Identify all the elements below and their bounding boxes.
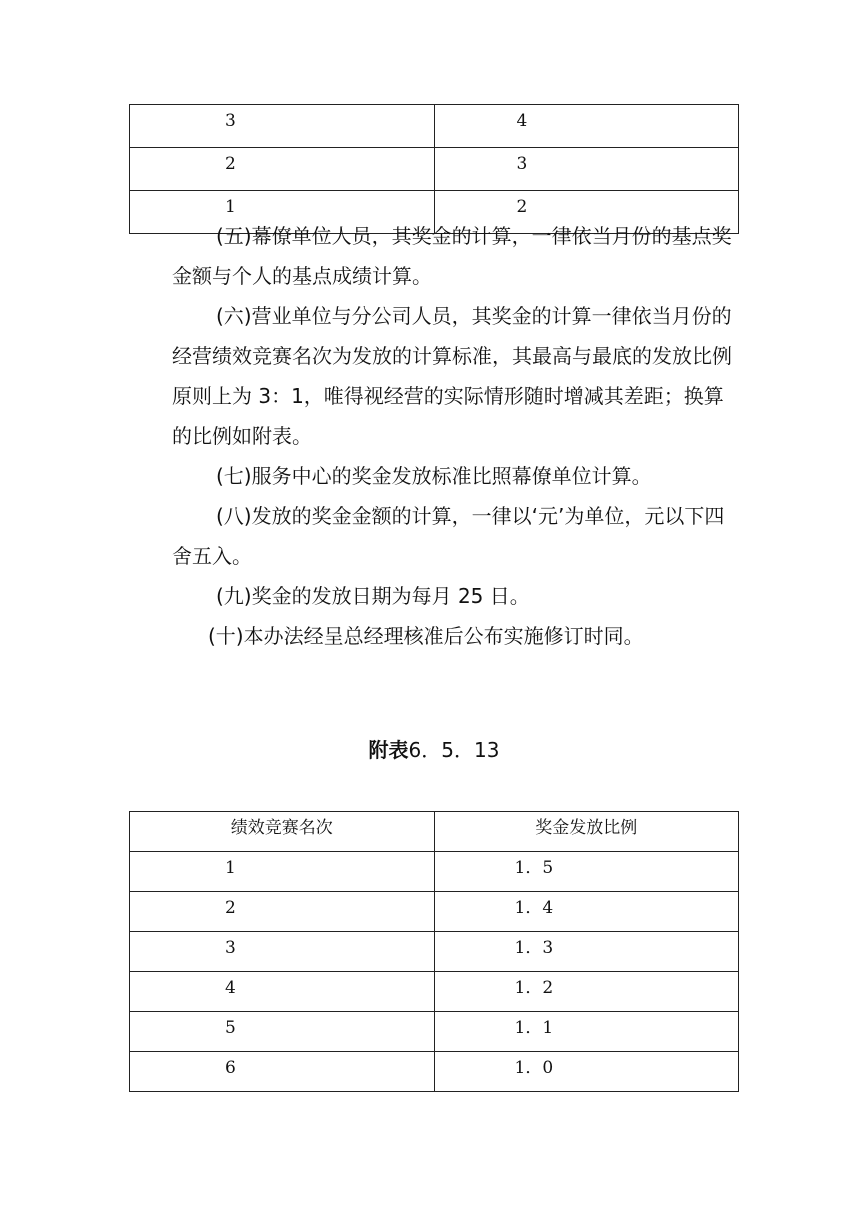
continued-ranking-table: [129, 104, 739, 234]
table-cell-rank: 1: [130, 191, 435, 234]
table-header-ratio: 奖金发放比例: [434, 812, 739, 852]
table-row: [130, 852, 739, 892]
paragraph-item-8: [172, 496, 732, 576]
table-row: [130, 1052, 739, 1092]
table-header-row: [130, 812, 739, 852]
table-cell-value: 2: [434, 191, 739, 234]
paragraph-text: (十)本办法经呈总经理核准后公布实施修订时同。: [208, 624, 644, 648]
table-row: [130, 1012, 739, 1052]
bonus-ratio-table: [129, 811, 739, 1092]
table-cell-value: 4: [434, 105, 739, 148]
paragraph-text: (九)奖金的发放日期为每月 25 日。: [216, 584, 530, 608]
table-cell-ratio: 1．3: [434, 932, 739, 972]
table-row: [130, 148, 739, 191]
table-cell-rank: 1: [130, 852, 435, 892]
appendix-title: [0, 735, 868, 765]
appendix-title-prefix: 附表: [368, 738, 409, 762]
table-cell-ratio: 1．0: [434, 1052, 739, 1092]
paragraph-item-5: [172, 216, 732, 296]
table-row: [130, 105, 739, 148]
table-cell-rank: 3: [130, 105, 435, 148]
table-cell-ratio: 1．1: [434, 1012, 739, 1052]
table-cell-value: 3: [434, 148, 739, 191]
table-cell-ratio: 1．2: [434, 972, 739, 1012]
paragraph-item-6: [172, 296, 732, 456]
appendix-title-number: 6．5．13: [408, 738, 500, 762]
table-cell-rank: 5: [130, 1012, 435, 1052]
table-cell-rank: 4: [130, 972, 435, 1012]
table-row: [130, 932, 739, 972]
table-cell-ratio: 1．4: [434, 892, 739, 932]
paragraph-item-10: [172, 616, 732, 656]
table-cell-rank: 2: [130, 148, 435, 191]
table-cell-rank: 3: [130, 932, 435, 972]
paragraph-text: (八)发放的奖金金额的计算，一律以‘元’为单位，元以下四舍五入。: [172, 504, 725, 568]
paragraph-text: (七)服务中心的奖金发放标准比照幕僚单位计算。: [216, 464, 652, 488]
table-row: [130, 972, 739, 1012]
table-cell-rank: 6: [130, 1052, 435, 1092]
paragraph-text: (五)幕僚单位人员，其奖金的计算，一律依当月份的基点奖金额与个人的基点成绩计算。: [172, 224, 732, 288]
table-row: [130, 892, 739, 932]
table-header-rank: 绩效竞赛名次: [130, 812, 435, 852]
table-cell-rank: 2: [130, 892, 435, 932]
paragraph-text: (六)营业单位与分公司人员，其奖金的计算一律依当月份的经营绩效竞赛名次为发放的计算标准，其最高与最底的发放比例原则上为 3：1，唯得视经营的实际情形随时增减其差距；换算的比例如附表。: [172, 304, 732, 448]
paragraph-item-7: [172, 456, 732, 496]
table-cell-ratio: 1．5: [434, 852, 739, 892]
paragraph-item-9: [172, 576, 732, 616]
